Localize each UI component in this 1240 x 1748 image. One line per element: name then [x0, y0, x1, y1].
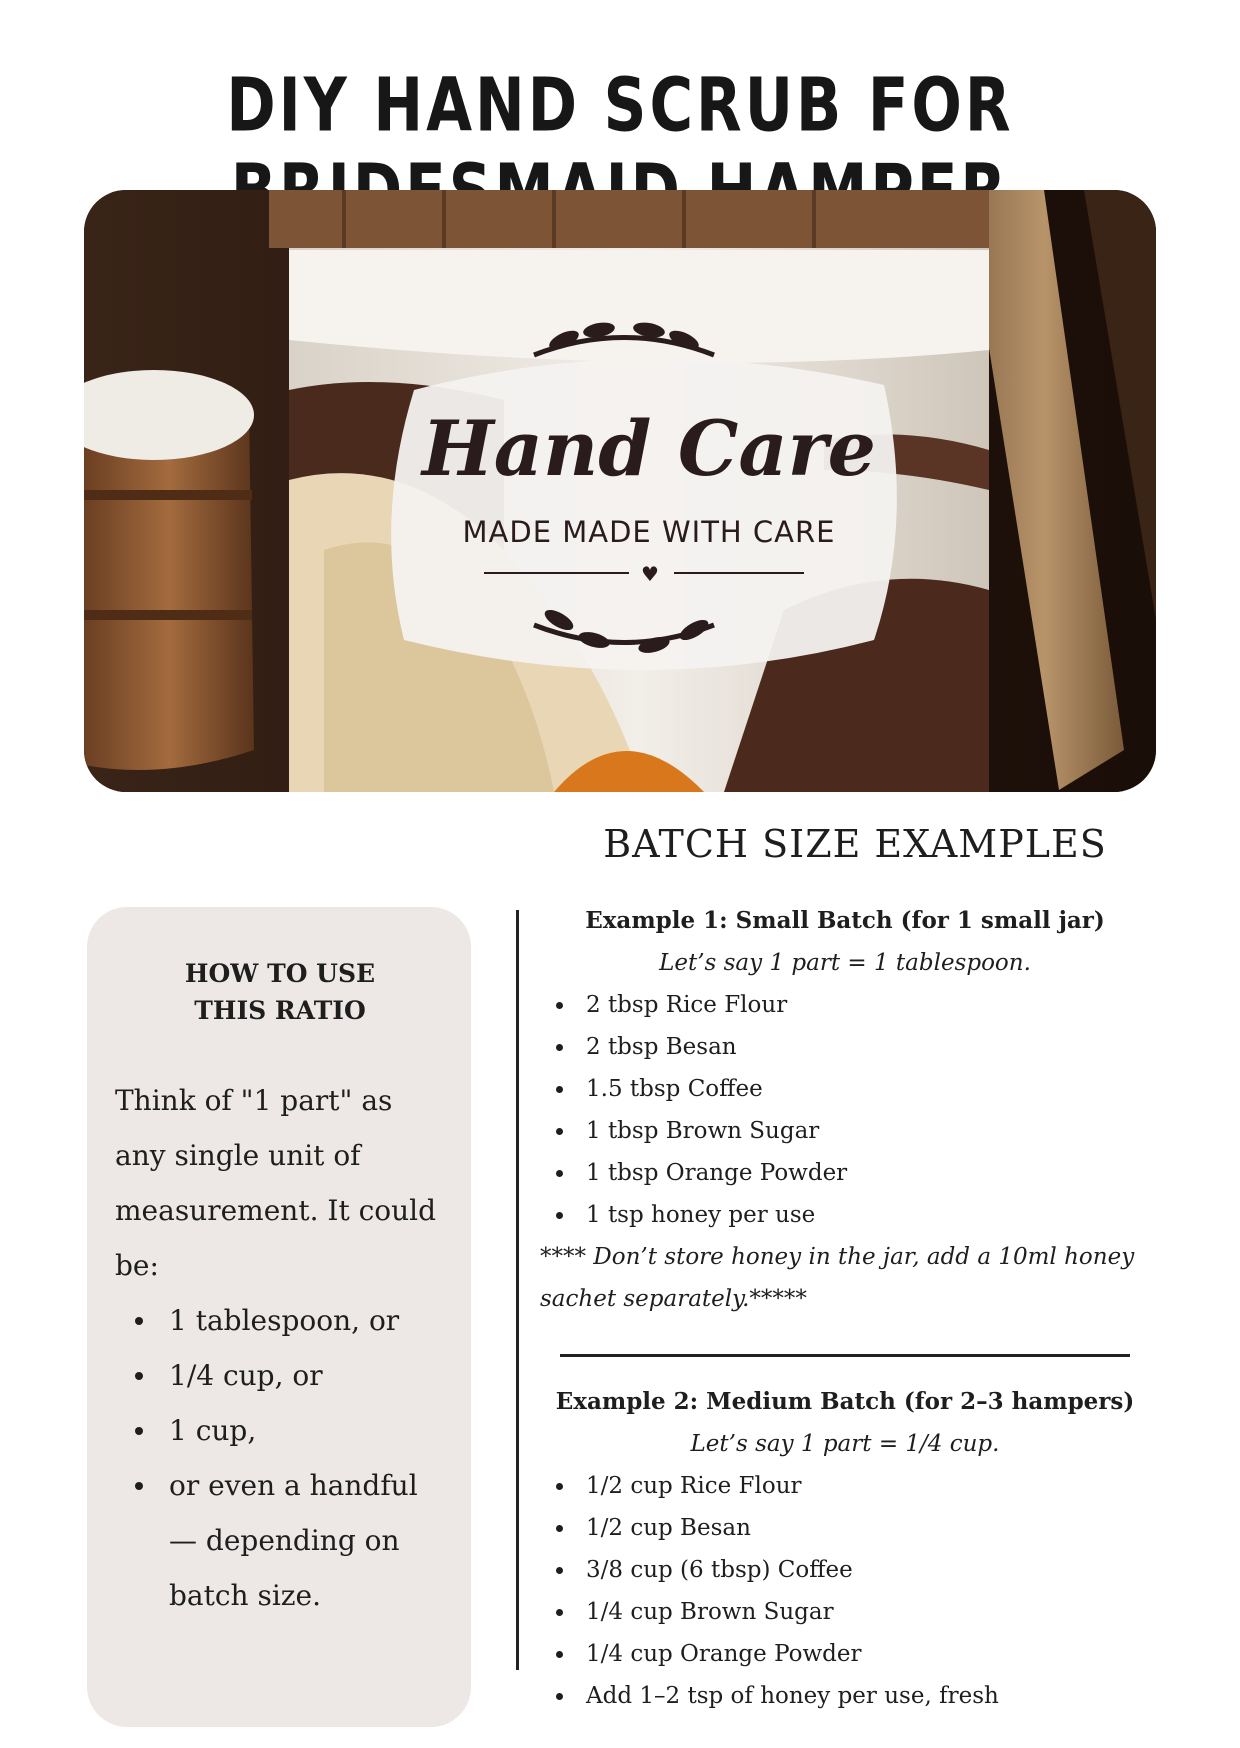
batch-size-heading: BATCH SIZE EXAMPLES	[603, 822, 1107, 866]
ingredient-item: 1 tsp honey per use	[586, 1194, 1150, 1236]
ingredient-item: 1.5 tbsp Coffee	[586, 1068, 1150, 1110]
how-to-use-panel	[87, 907, 471, 1727]
unit-option: or even a handful — depending on batch size.	[169, 1458, 445, 1623]
ingredient-item: Add 1–2 tsp of honey per use, fresh	[586, 1675, 1150, 1717]
label-script-text: Hand Care	[421, 404, 877, 493]
unit-option: 1 cup,	[169, 1403, 445, 1458]
unit-option: 1 tablespoon, or	[169, 1293, 445, 1348]
ingredient-item: 1/2 cup Rice Flour	[586, 1465, 1150, 1507]
unit-options-list	[115, 1293, 445, 1623]
ingredient-item: 3/8 cup (6 tbsp) Coffee	[586, 1549, 1150, 1591]
ingredient-item: 1/4 cup Orange Powder	[586, 1633, 1150, 1675]
page-title: DIY HAND SCRUB FOR	[226, 62, 1014, 149]
how-to-title-line2: THIS RATIO	[194, 996, 366, 1025]
example2-title: Example 2: Medium Batch (for 2–3 hampers)	[555, 1388, 1135, 1415]
batch-examples	[540, 900, 1150, 1717]
column-divider	[516, 910, 519, 1670]
how-to-body-text: Think of "1 part" as any single unit of measurement. It could be:	[115, 1084, 437, 1282]
section-divider	[560, 1354, 1130, 1357]
ingredient-item: 2 tbsp Besan	[586, 1026, 1150, 1068]
heart-icon: ♥	[641, 562, 659, 586]
example1-title: Example 1: Small Batch (for 1 small jar)	[585, 907, 1105, 934]
honey-note: **** Don’t store honey in the jar, add a 10ml honey sachet separately.*****	[540, 1244, 1135, 1312]
how-to-title-line1: HOW TO USE	[184, 959, 376, 988]
ingredient-item: 1 tbsp Orange Powder	[586, 1152, 1150, 1194]
ingredient-item: 1 tbsp Brown Sugar	[586, 1110, 1150, 1152]
example2-subtitle: Let’s say 1 part = 1/4 cup.	[690, 1431, 1000, 1457]
how-to-use-title	[115, 955, 445, 1029]
ingredient-item: 2 tbsp Rice Flour	[586, 984, 1150, 1026]
ingredient-item: 1/2 cup Besan	[586, 1507, 1150, 1549]
ingredient-item: 1/4 cup Brown Sugar	[586, 1591, 1150, 1633]
example1-ingredients	[540, 984, 1150, 1236]
example1-subtitle: Let’s say 1 part = 1 tablespoon.	[659, 950, 1031, 976]
hand-care-jar-photo	[84, 190, 1156, 792]
example2-ingredients	[540, 1465, 1150, 1717]
label-tagline-text: MADE MADE WITH CARE	[462, 515, 836, 549]
unit-option: 1/4 cup, or	[169, 1348, 445, 1403]
